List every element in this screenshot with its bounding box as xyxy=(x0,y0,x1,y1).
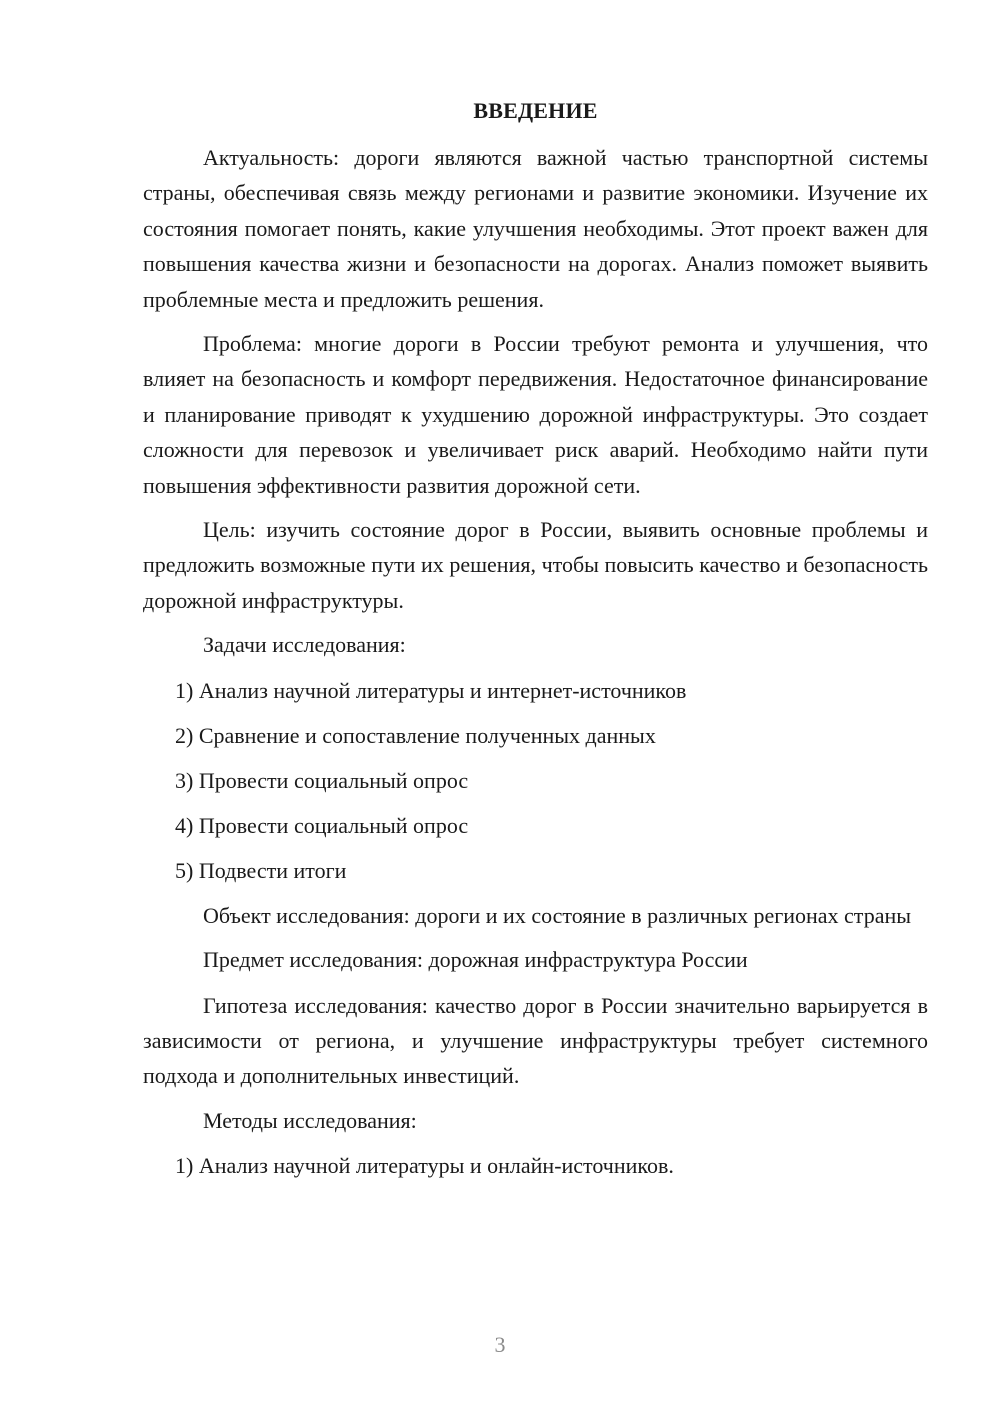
page-title: ВВЕДЕНИЕ xyxy=(473,98,598,123)
page-content xyxy=(143,96,928,1193)
problem-paragraph: Проблема: многие дороги в России требуют ремонта и улучшения, что влияет на безопасность и комфорт передвижения. Недостаточное финансирование и планирование приводят к ухудшению дорожной инфраструктуры. Это создает сложности для перевозок и увеличивает риск аварий. Необходимо найти пути повышения эффективности развития дорожной сети. xyxy=(143,331,928,498)
methods-heading: Методы исследования: xyxy=(203,1107,417,1133)
list-item: 1) Анализ научной литературы и интернет-источников xyxy=(175,677,687,703)
tasks-heading: Задачи исследования: xyxy=(203,632,406,658)
relevance-paragraph: Актуальность: дороги являются важной частью транспортной системы страны, обеспечивая связь между регионами и развитие экономики. Изучение их состояния помогает понять, какие улучшения необходимы. Этот проект важен для повышения качества жизни и безопасности на дорогах. Анализ поможет выявить проблемные места и предложить решения. xyxy=(143,145,928,312)
tasks-list xyxy=(143,673,928,888)
list-item: 2) Сравнение и сопоставление полученных данных xyxy=(175,722,656,748)
list-item: 1) Анализ научной литературы и онлайн-источников. xyxy=(175,1153,674,1179)
list-item: 3) Провести социальный опрос xyxy=(175,767,469,793)
subject-paragraph: Предмет исследования: дорожная инфраструктура России xyxy=(203,947,748,973)
list-item: 4) Провести социальный опрос xyxy=(175,812,469,838)
methods-list xyxy=(143,1148,928,1183)
page-number: 3 xyxy=(494,1332,506,1357)
hypothesis-paragraph: Гипотеза исследования: качество дорог в России значительно варьируется в зависимости от региона, и улучшение инфраструктуры требует системного подхода и дополнительных инвестиций. xyxy=(143,992,928,1089)
list-item: 5) Подвести итоги xyxy=(175,857,347,883)
object-paragraph: Объект исследования: дороги и их состояние в различных регионах страны xyxy=(203,902,912,928)
goal-paragraph: Цель: изучить состояние дорог в России, выявить основные проблемы и предложить возможные пути их решения, чтобы повысить качество и безопасность дорожной инфраструктуры. xyxy=(143,517,928,613)
